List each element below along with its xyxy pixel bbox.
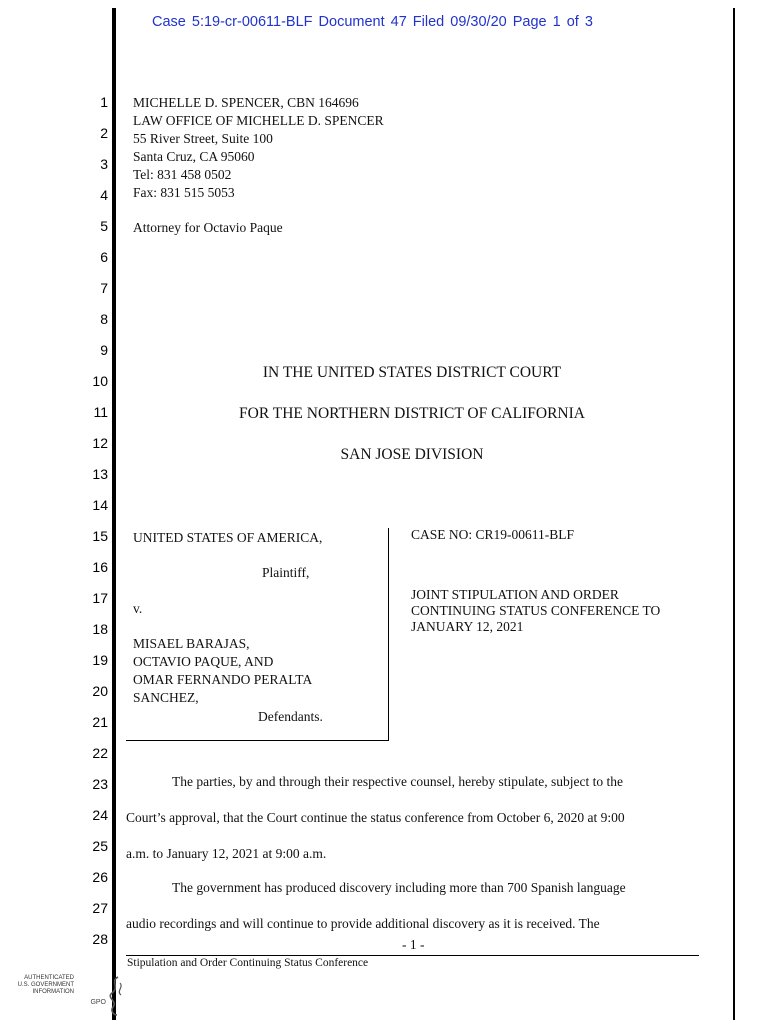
defendant-line: SANCHEZ, bbox=[133, 690, 199, 705]
body-line: audio recordings and will continue to provide additional discovery as it is received. The bbox=[126, 916, 600, 931]
defendant-line: MISAEL BARAJAS, bbox=[133, 636, 250, 651]
footer-rule bbox=[126, 955, 699, 956]
attorney-line: Santa Cruz, CA 95060 bbox=[133, 149, 255, 164]
case-number: CASE NO: CR19-00611-BLF bbox=[411, 527, 575, 542]
line-number: 28 bbox=[92, 931, 108, 947]
line-number: 7 bbox=[100, 280, 108, 296]
gpo-authentication-seal bbox=[17, 975, 126, 1017]
gpo-seal-line: U.S. GOVERNMENT bbox=[17, 982, 74, 988]
line-number: 27 bbox=[92, 900, 108, 916]
line-number: 1 bbox=[100, 94, 108, 110]
line-number: 18 bbox=[92, 621, 108, 637]
document-title-line: JANUARY 12, 2021 bbox=[411, 619, 524, 634]
gpo-seal-label: GPO bbox=[90, 999, 106, 1006]
gpo-eagle-icon bbox=[104, 975, 126, 1017]
attorney-line: MICHELLE D. SPENCER, CBN 164696 bbox=[133, 95, 359, 110]
attorney-for: Attorney for Octavio Paque bbox=[133, 220, 283, 235]
line-number: 24 bbox=[92, 807, 108, 823]
attorney-line: Fax: 831 515 5053 bbox=[133, 185, 235, 200]
document-title-line: JOINT STIPULATION AND ORDER bbox=[411, 587, 619, 602]
line-number: 10 bbox=[92, 373, 108, 389]
page-number: - 1 - bbox=[402, 937, 425, 952]
line-number: 19 bbox=[92, 652, 108, 668]
line-number: 12 bbox=[92, 435, 108, 451]
line-number: 26 bbox=[92, 869, 108, 885]
body-line: The government has produced discovery including more than 700 Spanish language bbox=[172, 880, 626, 895]
line-number: 23 bbox=[92, 776, 108, 792]
court-division: SAN JOSE DIVISION bbox=[340, 446, 484, 463]
line-number: 11 bbox=[93, 404, 108, 420]
line-number: 4 bbox=[100, 187, 108, 203]
line-number: 9 bbox=[100, 342, 108, 358]
versus: v. bbox=[133, 601, 143, 616]
line-number: 15 bbox=[92, 528, 108, 544]
footer-text: Stipulation and Order Continuing Status Conference bbox=[127, 957, 369, 969]
gpo-seal-text bbox=[18, 975, 74, 996]
line-number: 16 bbox=[92, 559, 108, 575]
body-line: a.m. to January 12, 2021 at 9:00 a.m. bbox=[126, 846, 327, 861]
line-number: 13 bbox=[92, 466, 108, 482]
line-number: 14 bbox=[92, 497, 108, 513]
line-number: 2 bbox=[100, 125, 108, 141]
attorney-line: Tel: 831 458 0502 bbox=[133, 167, 232, 182]
line-number: 8 bbox=[100, 311, 108, 327]
plaintiff-label: Plaintiff, bbox=[262, 565, 310, 580]
document-title-line: CONTINUING STATUS CONFERENCE TO bbox=[411, 603, 661, 618]
plaintiff-name: UNITED STATES OF AMERICA, bbox=[133, 530, 323, 545]
body-line: Court’s approval, that the Court continue the status conference from October 6, 2020 at 9:00 bbox=[126, 810, 625, 825]
attorney-line: 55 River Street, Suite 100 bbox=[133, 131, 273, 146]
left-margin-rule bbox=[112, 8, 116, 1020]
line-number: 5 bbox=[100, 218, 108, 234]
line-number: 3 bbox=[100, 156, 108, 172]
line-number: 6 bbox=[100, 249, 108, 265]
line-number: 22 bbox=[92, 745, 108, 761]
line-number: 17 bbox=[92, 590, 108, 606]
defendants-label: Defendants. bbox=[258, 709, 323, 724]
caption-divider-horizontal bbox=[126, 740, 389, 741]
right-margin-rule bbox=[733, 8, 735, 1020]
attorney-line: LAW OFFICE OF MICHELLE D. SPENCER bbox=[133, 113, 384, 128]
court-name: IN THE UNITED STATES DISTRICT COURT bbox=[262, 364, 562, 381]
line-number: 20 bbox=[92, 683, 108, 699]
defendant-line: OCTAVIO PAQUE, AND bbox=[133, 654, 274, 669]
gpo-seal-line: INFORMATION bbox=[32, 989, 74, 995]
attorney-block bbox=[133, 94, 384, 202]
line-number: 21 bbox=[92, 714, 108, 730]
line-number: 25 bbox=[92, 838, 108, 854]
defendants-block bbox=[133, 635, 312, 707]
gpo-seal-line: AUTHENTICATED bbox=[24, 975, 74, 981]
body-line: The parties, by and through their respective counsel, hereby stipulate, subject to the bbox=[172, 774, 623, 789]
document-title bbox=[411, 587, 660, 635]
defendant-line: OMAR FERNANDO PERALTA bbox=[133, 672, 313, 687]
caption-divider-vertical bbox=[388, 528, 389, 740]
ecf-header: Case 5:19-cr-00611-BLF Document 47 Filed 09/30/20 Page 1 of 3 bbox=[152, 14, 593, 30]
court-district: FOR THE NORTHERN DISTRICT OF CALIFORNIA bbox=[239, 405, 585, 422]
